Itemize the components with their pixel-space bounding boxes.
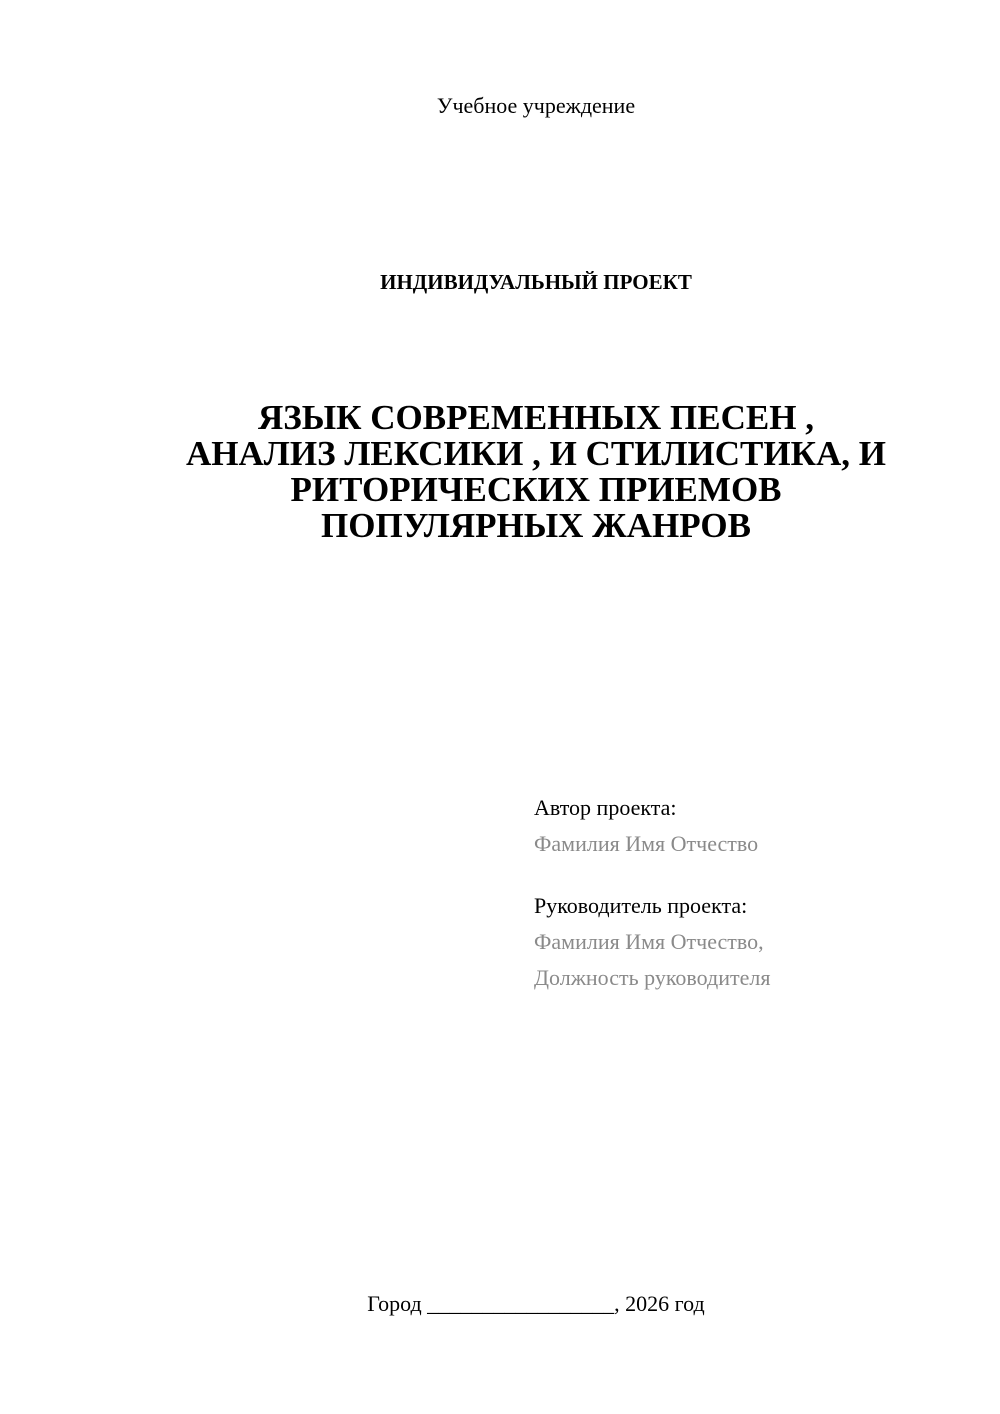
supervisor-label: Руководитель проекта: xyxy=(534,893,748,918)
project-title-line: ПОПУЛЯРНЫХ ЖАНРОВ xyxy=(321,506,751,545)
project-title-line: ЯЗЫК СОВРЕМЕННЫХ ПЕСЕН , xyxy=(258,398,814,437)
author-name-placeholder: Фамилия Имя Отчество xyxy=(534,831,759,856)
credits-spacer xyxy=(534,862,974,888)
document-type-heading: ИНДИВИДУАЛЬНЫЙ ПРОЕКТ xyxy=(380,270,692,294)
project-title xyxy=(140,400,932,544)
city-year-line: Город _________________, 2026 год xyxy=(367,1291,705,1316)
supervisor-name-placeholder: Фамилия Имя Отчество, xyxy=(534,929,764,954)
project-title-line: АНАЛИЗ ЛЕКСИКИ , И СТИЛИСТИКА, И xyxy=(186,434,886,473)
supervisor-position-placeholder: Должность руководителя xyxy=(534,965,771,990)
credits-block xyxy=(534,790,974,996)
author-label: Автор проекта: xyxy=(534,795,677,820)
institution-name: Учебное учреждение xyxy=(436,93,636,118)
project-title-line: РИТОРИЧЕСКИХ ПРИЕМОВ xyxy=(290,470,782,509)
